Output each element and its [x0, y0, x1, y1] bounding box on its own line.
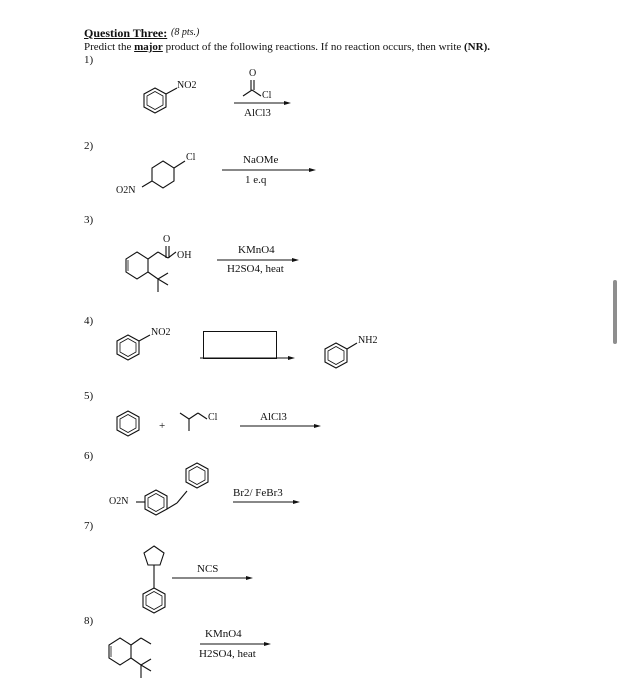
q2-reagent-bottom: 1 e.q: [245, 174, 267, 186]
q4-aniline: [325, 343, 357, 368]
q3-reagent-top: KMnO4: [238, 244, 275, 256]
question-number-7: 7): [84, 520, 94, 532]
question-number-6: 6): [84, 450, 94, 462]
q6-nitro-label: O2N: [109, 496, 129, 507]
q1-nitro-label: NO2: [177, 80, 197, 91]
q7-cyclopentane-ring: [144, 546, 164, 588]
q5-plus-sign: +: [159, 420, 166, 432]
q6-nitrophenyl-ring: [136, 490, 187, 515]
q2-reagent-top: NaOMe: [243, 154, 279, 166]
q1-acetyl-chloride: [243, 80, 261, 96]
q4-nitrobenzene: [117, 335, 150, 360]
instruction-nr: (NR).: [464, 41, 490, 53]
q2-cyclohexane-ring: [142, 161, 185, 188]
instruction-emphasis: major: [134, 41, 163, 53]
question-number-1: 1): [84, 54, 94, 66]
q5-benzene: [117, 411, 139, 436]
q3-hydroxyl-label: OH: [177, 250, 192, 261]
q3-oxygen-label: O: [163, 234, 171, 245]
question-number-5: 5): [84, 390, 94, 402]
q8-reagent-bottom: H2SO4, heat: [199, 648, 256, 660]
question-number-8: 8): [84, 615, 94, 627]
q4-amine-label: NH2: [358, 335, 378, 346]
q2-chlorine-label: Cl: [186, 152, 196, 163]
question-number-4: 4): [84, 315, 94, 327]
q5-reagent-top: AlCl3: [260, 411, 287, 423]
q1-oxygen-label: O: [249, 68, 257, 79]
q1-benzene-ring: [144, 88, 177, 113]
q1-chlorine-label: Cl: [262, 90, 272, 101]
instruction-text-2: product of the following reactions. If no reaction occurs, then write: [162, 41, 465, 53]
q1-reagent-bottom: AlCl3: [244, 107, 271, 119]
points-label: (8 pts.): [171, 27, 200, 38]
q7-phenyl-ring: [143, 588, 165, 613]
q5-chlorine-label: Cl: [208, 412, 218, 423]
q2-nitro-label: O2N: [116, 185, 136, 196]
question-number-3: 3): [84, 214, 94, 226]
q8-reagent-top: KMnO4: [205, 628, 242, 640]
q3-reagent-bottom: H2SO4, heat: [227, 263, 284, 275]
q8-cyclohexene-ring: [109, 638, 151, 678]
q3-cyclohexene-ring: [126, 246, 176, 292]
q7-reagent-top: NCS: [197, 563, 219, 575]
q4-nitro-label: NO2: [151, 327, 171, 338]
vertical-scrollbar[interactable]: [613, 280, 617, 344]
q6-phenyl-ring: [186, 463, 208, 488]
q5-alkyl-chloride: [180, 413, 207, 431]
instruction-text-1: Predict the: [84, 41, 135, 53]
q4-answer-box[interactable]: [203, 331, 277, 359]
question-number-2: 2): [84, 140, 94, 152]
q6-reagent-top: Br2/ FeBr3: [233, 487, 283, 499]
section-title: Question Three:: [84, 26, 168, 40]
